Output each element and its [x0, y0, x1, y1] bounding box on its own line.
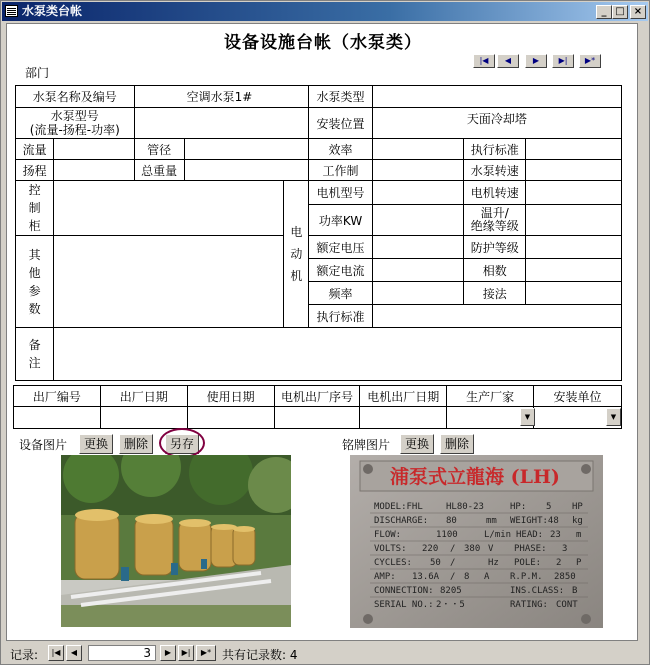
nav-first-button[interactable]: |◀	[473, 54, 495, 68]
svg-text:/: /	[450, 558, 456, 568]
efficiency-label: 效率	[309, 139, 372, 160]
svg-text:80: 80	[446, 516, 457, 526]
svg-text:AMP:: AMP:	[374, 572, 396, 582]
installer-label: 安装单位	[534, 386, 622, 407]
chevron-down-icon[interactable]: ▼	[606, 408, 621, 426]
pump-type-field[interactable]	[372, 86, 621, 108]
svg-text:V: V	[488, 544, 494, 554]
minimize-button[interactable]: _	[596, 5, 612, 19]
svg-text:CYCLES:: CYCLES:	[374, 558, 412, 568]
svg-text:8205: 8205	[440, 586, 462, 596]
other-params-label: 其 他 参 数	[16, 236, 54, 328]
equipment-ledger-table	[15, 85, 622, 381]
install-location-field[interactable]: 天面冷却塔	[372, 108, 621, 139]
svg-text:13.6A: 13.6A	[412, 572, 440, 582]
motor-standard-field[interactable]	[372, 305, 621, 328]
nav-last-button[interactable]: ▶|	[552, 54, 574, 68]
pipe-diameter-field[interactable]	[184, 139, 309, 160]
manufacturer-label: 生产厂家	[447, 386, 534, 407]
exec-standard-field[interactable]	[526, 139, 622, 160]
motor-factory-no-field[interactable]	[274, 407, 360, 429]
svg-text:RATING:: RATING:	[510, 600, 548, 610]
svg-text:SERIAL NO.:: SERIAL NO.:	[374, 600, 434, 610]
record-label: 记录:	[10, 648, 39, 662]
work-system-field[interactable]	[372, 160, 463, 181]
delete-nameplate-photo-button[interactable]: 删除	[440, 434, 474, 454]
svg-text:8: 8	[464, 572, 470, 582]
form-body	[6, 23, 638, 641]
svg-text:Hz: Hz	[488, 558, 499, 568]
delete-equipment-photo-button[interactable]: 删除	[119, 434, 153, 454]
power-kw-field[interactable]	[372, 205, 463, 236]
pump-speed-field[interactable]	[526, 160, 622, 181]
svg-text:/: /	[450, 572, 456, 582]
temp-insulation-field[interactable]	[526, 205, 622, 236]
page-title: 设备设施台帐（水泵类）	[224, 33, 422, 53]
nameplate-photo-label: 铭牌图片	[342, 438, 391, 452]
svg-text:2・・5: 2・・5	[436, 600, 465, 610]
nav-next-button[interactable]: ▶	[525, 54, 547, 68]
factory-no-field[interactable]	[14, 407, 101, 429]
svg-text:1100: 1100	[436, 530, 458, 540]
svg-text:mm: mm	[486, 516, 497, 526]
connection-field[interactable]	[526, 282, 622, 305]
save-as-button[interactable]: 另存	[165, 434, 199, 454]
nav-prev-button[interactable]: ◀	[497, 54, 519, 68]
remarks-label: 备 注	[16, 328, 54, 381]
highlight-circle	[159, 428, 205, 458]
svg-text:B: B	[572, 586, 578, 596]
motor-model-label: 电机型号	[309, 181, 372, 205]
motor-speed-label: 电机转速	[464, 181, 526, 205]
svg-text:/: /	[450, 544, 456, 554]
maximize-button[interactable]: □	[612, 5, 628, 19]
phase-count-field[interactable]	[526, 259, 622, 282]
svg-text:HP: HP	[572, 502, 583, 512]
title-bar[interactable]	[2, 2, 648, 21]
svg-text:HP:: HP:	[510, 502, 527, 512]
factory-date-field[interactable]	[100, 407, 187, 429]
total-weight-label: 总重量	[134, 160, 184, 181]
svg-text:L/min: L/min	[484, 530, 512, 540]
equipment-photo-label: 设备图片	[19, 438, 68, 452]
phase-count-label: 相数	[464, 259, 526, 282]
frequency-field[interactable]	[372, 282, 463, 305]
svg-text:2: 2	[556, 558, 562, 568]
pump-name-field[interactable]	[134, 86, 309, 108]
rated-current-label: 额定电流	[309, 259, 372, 282]
head-label: 扬程	[16, 160, 54, 181]
change-nameplate-photo-button[interactable]: 更换	[400, 434, 434, 454]
rated-voltage-field[interactable]	[372, 236, 463, 259]
flow-label: 流量	[16, 139, 54, 160]
exec-standard-label: 执行标准	[464, 139, 526, 160]
pump-type-label: 水泵类型	[309, 86, 372, 108]
plate-brand: 浦泵式立龍海 (LH)	[390, 466, 560, 488]
svg-text:POLE:: POLE:	[514, 558, 542, 568]
svg-text:50: 50	[430, 558, 441, 568]
connection-label: 接法	[464, 282, 526, 305]
install-location-label: 安装位置	[309, 108, 372, 139]
svg-text:5: 5	[546, 502, 552, 512]
factory-date-label: 出厂日期	[100, 386, 187, 407]
protection-grade-label: 防护等级	[464, 236, 526, 259]
svg-text:HL80-23: HL80-23	[446, 502, 484, 512]
nav-new-button[interactable]: ▶*	[579, 54, 601, 68]
remarks-field[interactable]	[54, 328, 622, 381]
motor-model-field[interactable]	[372, 181, 463, 205]
svg-text:A: A	[484, 572, 490, 582]
last-record-icon[interactable]: ▶|	[178, 645, 194, 661]
motor-label: 电 动 机	[284, 181, 309, 328]
control-cabinet-field[interactable]	[54, 181, 284, 236]
vertical-scrollbar[interactable]	[639, 23, 647, 641]
protection-grade-field[interactable]	[526, 236, 622, 259]
first-record-icon[interactable]: |◀	[48, 645, 64, 661]
temp-insulation-label: 温升/ 绝缘等级	[464, 205, 526, 236]
pipe-diameter-label: 管径	[134, 139, 184, 160]
change-equipment-photo-button[interactable]: 更换	[79, 434, 113, 454]
equipment-photo	[61, 455, 291, 627]
work-system-label: 工作制	[309, 160, 372, 181]
svg-text:220: 220	[422, 544, 439, 554]
motor-factory-no-label: 电机出厂序号	[274, 386, 360, 407]
use-date-label: 使用日期	[187, 386, 274, 407]
factory-no-label: 出厂编号	[14, 386, 101, 407]
prev-record-icon[interactable]: ◀	[66, 645, 82, 661]
svg-text:CONNECTION:: CONNECTION:	[374, 586, 434, 596]
pump-model-field[interactable]	[134, 108, 309, 139]
svg-text:380: 380	[464, 544, 481, 554]
use-date-field[interactable]	[187, 407, 274, 429]
control-cabinet-label: 控 制 柜	[16, 181, 54, 236]
svg-text:VOLTS:: VOLTS:	[374, 544, 407, 554]
motor-factory-date-label: 电机出厂日期	[360, 386, 447, 407]
window-title: 水泵类台帐	[22, 4, 83, 18]
record-number-input[interactable]: 3	[88, 645, 156, 661]
svg-text:m: m	[576, 530, 582, 540]
svg-text:CONT: CONT	[556, 600, 578, 610]
svg-text:kg: kg	[572, 516, 583, 526]
svg-text:INS.CLASS:: INS.CLASS:	[510, 586, 565, 596]
efficiency-field[interactable]	[372, 139, 463, 160]
nameplate-photo	[350, 455, 603, 628]
head-field[interactable]	[54, 160, 134, 181]
frequency-label: 频率	[309, 282, 372, 305]
record-navigator	[6, 643, 647, 663]
svg-text:MODEL:FHL: MODEL:FHL	[374, 502, 423, 512]
motor-factory-date-field[interactable]	[360, 407, 447, 429]
rated-voltage-label: 额定电压	[309, 236, 372, 259]
total-records-label: 共有记录数: 4	[222, 648, 298, 662]
dept-label: 部门	[25, 66, 50, 80]
svg-text:3: 3	[562, 544, 568, 554]
power-kw-label: 功率KW	[309, 205, 372, 236]
motor-speed-field[interactable]	[526, 181, 622, 205]
pump-model-label: 水泵型号 (流量-扬程-功率)	[16, 108, 135, 139]
new-record-icon[interactable]: ▶*	[196, 645, 216, 661]
pump-name-value: 空调水泵1#	[186, 90, 253, 104]
flow-field[interactable]	[54, 139, 134, 160]
svg-text:FLOW:: FLOW:	[374, 530, 402, 540]
close-button[interactable]: ×	[630, 5, 646, 19]
svg-text:HEAD:: HEAD:	[516, 530, 544, 540]
svg-text:R.P.M.: R.P.M.	[510, 572, 543, 582]
svg-text:2850: 2850	[554, 572, 576, 582]
pump-name-label: 水泵名称及编号	[16, 86, 135, 108]
svg-text:WEIGHT:48: WEIGHT:48	[510, 516, 559, 526]
total-weight-field[interactable]	[184, 160, 309, 181]
pump-speed-label: 水泵转速	[464, 160, 526, 181]
svg-text:23: 23	[550, 530, 561, 540]
nameplate-image	[350, 455, 603, 628]
other-params-field[interactable]	[54, 236, 284, 328]
svg-text:DISCHARGE:: DISCHARGE:	[374, 516, 429, 526]
chevron-down-icon[interactable]: ▼	[520, 408, 535, 426]
cooling-tower-image	[61, 455, 291, 627]
svg-text:PHASE:: PHASE:	[514, 544, 547, 554]
rated-current-field[interactable]	[372, 259, 463, 282]
form-icon	[5, 5, 18, 17]
next-record-icon[interactable]: ▶	[160, 645, 176, 661]
motor-standard-label: 执行标准	[309, 305, 372, 328]
svg-text:P: P	[576, 558, 582, 568]
